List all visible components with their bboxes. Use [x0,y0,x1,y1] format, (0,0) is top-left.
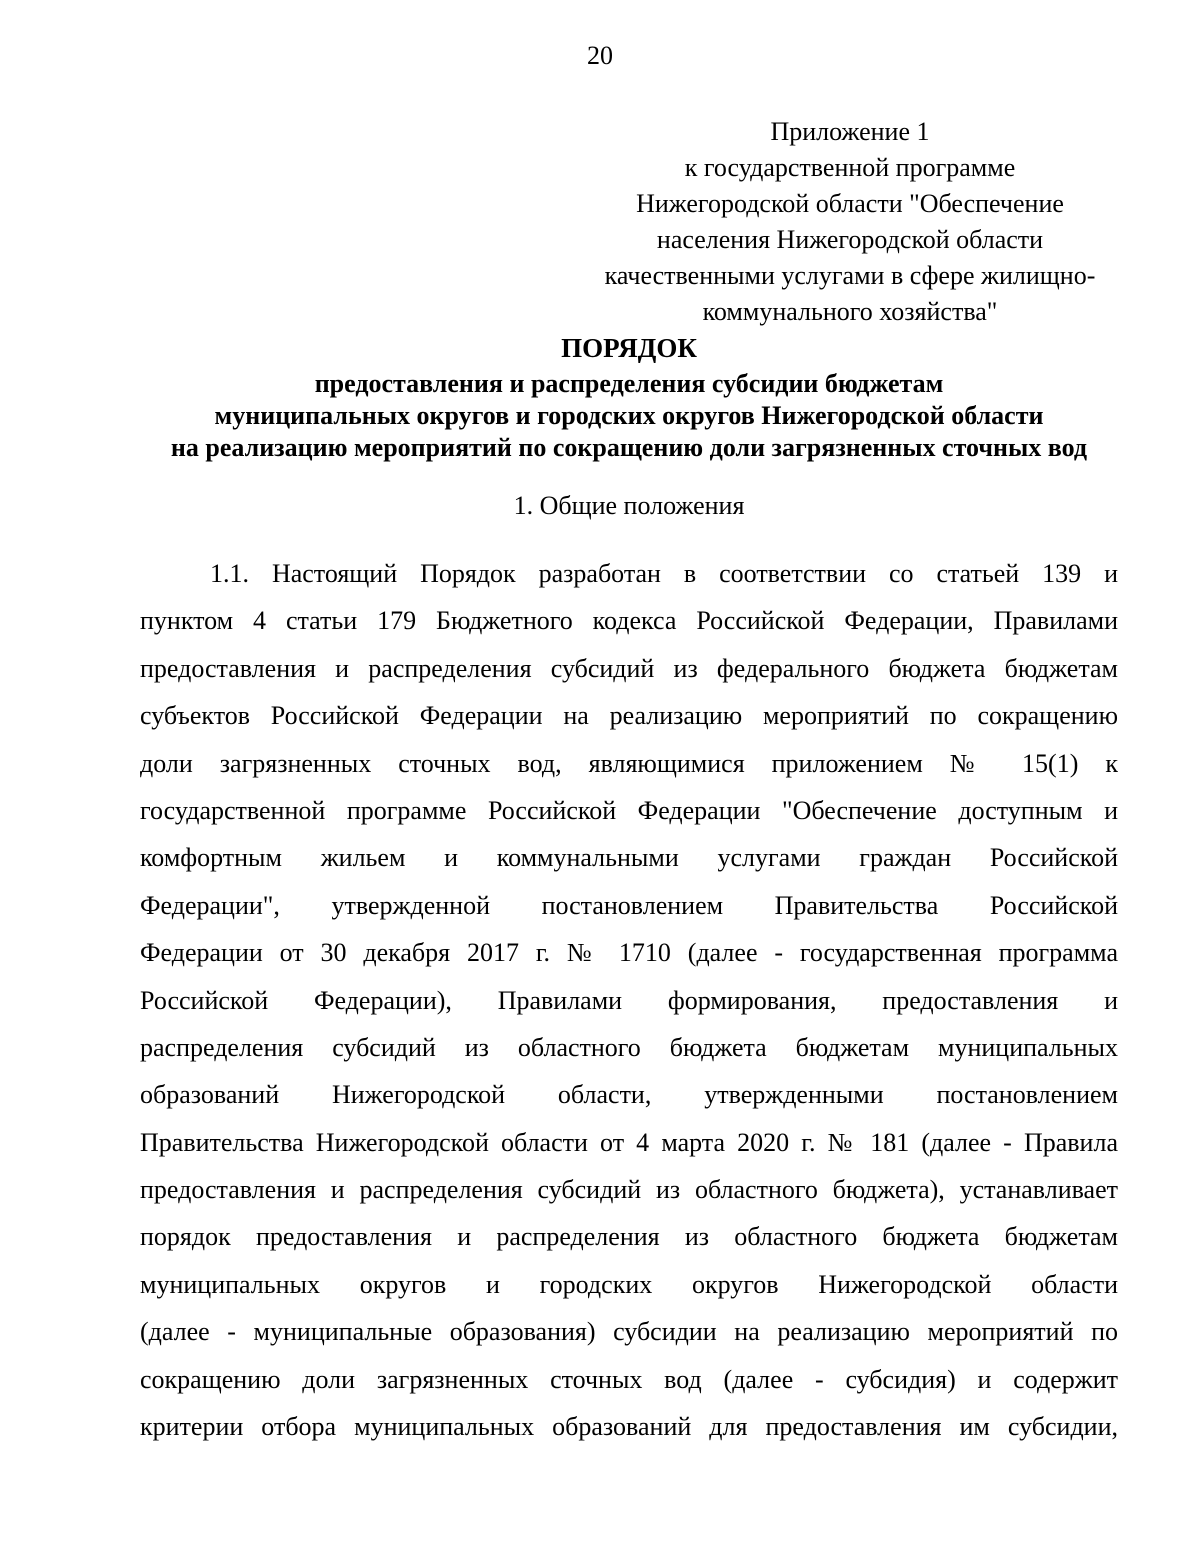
appendix-line: коммунального хозяйства" [702,297,998,326]
paragraph-line: комфортным жильем и коммунальными услугами граждан Российской [140,843,1118,873]
paragraph-line: предоставления и распределения субсидий из областного бюджета), устанавливает [140,1175,1118,1205]
title-line: предоставления и распределения субсидии бюджетам [314,369,944,398]
section-heading: 1. Общие положения [513,491,745,520]
paragraph-line: Российской Федерации), Правилами формирования, предоставления и [140,985,1118,1015]
paragraph-line: субъектов Российской Федерации на реализацию мероприятий по сокращению [140,701,1118,731]
title-main: ПОРЯДОК [561,333,697,363]
appendix-line: Приложение 1 [770,117,930,146]
document-title [140,332,1118,464]
appendix-line: к государственной программе [684,153,1016,182]
paragraph-line: Правительства Нижегородской области от 4 марта 2020 г. № 181 (далее - Правила [140,1127,1118,1157]
appendix-reference [582,114,1118,330]
page-number: 20 [587,41,613,70]
paragraph-line: (далее - муниципальные образования) субсидии на реализацию мероприятий по [140,1317,1118,1347]
paragraph-line: Федерации", утвержденной постановлением Правительства Российской [140,890,1118,920]
title-line: на реализацию мероприятий по сокращению доли загрязненных сточных вод [170,433,1088,462]
paragraph-line: Федерации от 30 декабря 2017 г. № 1710 (далее - государственная программа [140,938,1118,968]
paragraph-line: государственной программе Российской Федерации "Обеспечение доступным и [140,795,1118,825]
paragraph-line: предоставления и распределения субсидий из федерального бюджета бюджетам [140,653,1118,683]
paragraph-line: муниципальных округов и городских округов Нижегородской области [140,1269,1118,1299]
paragraph-line: сокращению доли загрязненных сточных вод (далее - субсидия) и содержит [140,1364,1118,1394]
paragraph-line: пунктом 4 статьи 179 Бюджетного кодекса Российской Федерации, Правилами [140,606,1118,636]
appendix-line: качественными услугами в сфере жилищно- [604,261,1096,290]
body-paragraph [140,550,1118,1450]
paragraph-line: порядок предоставления и распределения из областного бюджета бюджетам [140,1222,1118,1252]
paragraph-line: критерии отбора муниципальных образований для предоставления им субсидии, [140,1412,1118,1442]
paragraph-line: 1.1. Настоящий Порядок разработан в соответствии со статьей 139 и [210,559,1118,588]
appendix-line: населения Нижегородской области [656,225,1044,254]
paragraph-line: распределения субсидий из областного бюджета бюджетам муниципальных [140,1032,1118,1062]
paragraph-line: образований Нижегородской области, утвержденными постановлением [140,1080,1118,1110]
appendix-line: Нижегородской области "Обеспечение [636,189,1064,218]
title-line: муниципальных округов и городских округов Нижегородской области [214,401,1044,430]
paragraph-line: доли загрязненных сточных вод, являющимися приложением № 15(1) к [140,748,1118,778]
